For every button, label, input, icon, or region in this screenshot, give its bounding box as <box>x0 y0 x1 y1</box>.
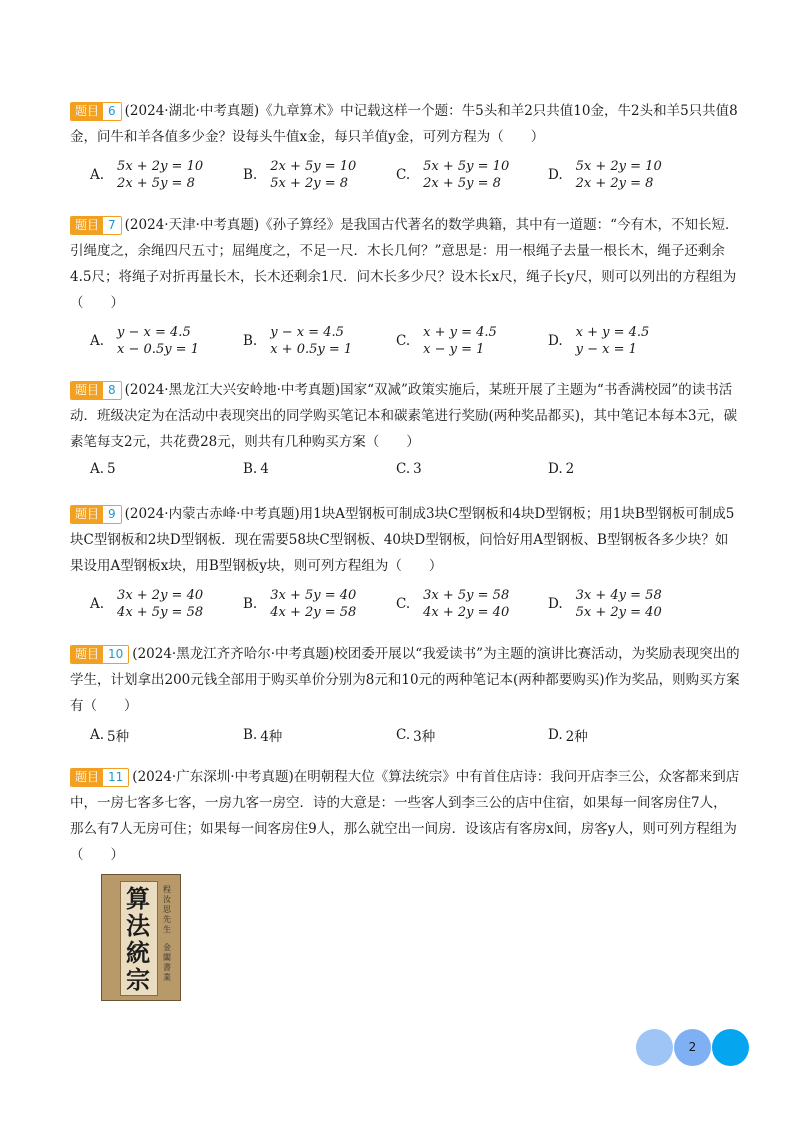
problem-tag: 题目 8 <box>70 381 122 400</box>
problem-10 <box>70 641 740 749</box>
problem-text: (2024·黑龙江齐齐哈尔·中考真题)校团委开展以“我爱读书”为主题的演讲比赛活动，为奖励表现突出的学生，计划拿出200元钱全部用于购买单价分别为8元和10元的两种笔记本(两种都要购买)作为奖品，则购买方案有（ ） <box>70 646 740 714</box>
cover-title: 算法統宗 <box>126 884 150 994</box>
option-c[interactable]: C. x + y = 4.5 x − y = 1 <box>396 325 497 357</box>
problem-7 <box>70 212 740 364</box>
option-a[interactable]: A. 5 <box>90 461 116 477</box>
option-row <box>70 158 740 198</box>
option-d[interactable]: D. 5x + 2y = 10 2x + 2y = 8 <box>548 159 662 191</box>
problem-stem <box>70 212 740 316</box>
option-d[interactable]: D. 2种 <box>548 727 588 745</box>
page-number-badge <box>636 1029 752 1066</box>
problem-tag: 题目 11 <box>70 768 129 787</box>
problem-text: (2024·广东深圳·中考真题)在明朝程大位《算法统宗》中有首住店诗：我问开店李三公，众客都来到店中，一房七客多七客，一房九客一房空．诗的大意是：一些客人到李三公的店中住宿，如果每一间客房住7人，那么有7人无房可住；如果每一间客房住9人，那么就空出一间房．设该店有客房x间，房客y人，则可列方程组为（ ） <box>70 769 740 863</box>
cover-side-text: 金闆書業 <box>163 943 171 982</box>
option-b[interactable]: B. 3x + 5y = 40 4x + 2y = 58 <box>243 588 357 620</box>
option-a[interactable]: A. 5x + 2y = 10 2x + 5y = 8 <box>90 159 204 191</box>
problem-tag: 题目 6 <box>70 102 122 121</box>
option-c[interactable]: C. 3 <box>396 461 422 477</box>
page-number: 2 <box>688 1040 697 1054</box>
option-b[interactable]: B. 4 <box>243 461 269 477</box>
option-row <box>70 324 740 364</box>
problem-8 <box>70 377 740 485</box>
option-row <box>70 725 740 749</box>
option-b[interactable]: B. y − x = 4.5 x + 0.5y = 1 <box>243 325 353 357</box>
problem-tag: 题目 10 <box>70 645 129 664</box>
problem-tag: 题目 9 <box>70 505 122 524</box>
option-b[interactable]: B. 2x + 5y = 10 5x + 2y = 8 <box>243 159 357 191</box>
option-d[interactable]: D. 2 <box>548 461 575 477</box>
problem-text: (2024·黑龙江大兴安岭地·中考真题)国家“双减”政策实施后，某班开展了主题为“书香满校园”的读书活动．班级决定为在活动中表现突出的同学购买笔记本和碳素笔进行奖励(两种奖品都买)，其中笔记本每本3元，碳素笔每支2元，共花费28元，则共有几种购买方案（ ） <box>70 382 738 450</box>
option-c[interactable]: C. 3x + 5y = 58 4x + 2y = 40 <box>396 588 510 620</box>
option-row <box>70 461 740 485</box>
cover-side-text: 程汝思先生 <box>163 885 171 934</box>
problem-stem <box>70 764 740 868</box>
problem-text: (2024·内蒙古赤峰·中考真题)用1块A型钢板可制成3块C型钢板和4块D型钢板；用1块B型钢板可制成5块C型钢板和2块D型钢板．现在需要58块C型钢板、40块D型钢板，问恰好用A型钢板、B型钢板各多少块？如果设用A型钢板x块，用B型钢板y块，则可列方程组为（ ） <box>70 506 735 574</box>
option-c[interactable]: C. 5x + 5y = 10 2x + 5y = 8 <box>396 159 510 191</box>
problem-stem <box>70 501 740 579</box>
option-a[interactable]: A. 5种 <box>90 727 130 745</box>
book-cover-image <box>101 874 181 1001</box>
option-d[interactable]: D. x + y = 4.5 y − x = 1 <box>548 325 650 357</box>
problem-text: (2024·湖北·中考真题)《九章算术》中记载这样一个题：牛5头和羊2只共值10金，牛2头和羊5只共值8金，问牛和羊各值多少金？设每头牛值x金，每只羊值y金，可列方程为（ ） <box>70 103 738 145</box>
option-a[interactable]: A. y − x = 4.5 x − 0.5y = 1 <box>90 325 199 357</box>
problem-11 <box>70 764 740 868</box>
decor-circle <box>712 1029 749 1066</box>
problem-stem <box>70 98 740 150</box>
problem-tag: 题目 7 <box>70 216 122 235</box>
problem-stem <box>70 377 740 455</box>
problem-text: (2024·天津·中考真题)《孙子算经》是我国古代著名的数学典籍，其中有一道题：“今有木，不知长短．引绳度之，余绳四尺五寸；屈绳度之，不足一尺．木长几何？”意思是：用一根绳子去量一根长木，绳子还剩余4.5尺；将绳子对折再量长木，长木还剩余1尺．问木长多少尺？设木长x尺，绳子长y尺，则可以列出的方程组为（ ） <box>70 217 739 311</box>
option-c[interactable]: C. 3种 <box>396 727 436 745</box>
problem-stem <box>70 641 740 719</box>
option-d[interactable]: D. 3x + 4y = 58 5x + 2y = 40 <box>548 588 662 620</box>
problem-9 <box>70 501 740 627</box>
problem-6 <box>70 98 740 198</box>
option-b[interactable]: B. 4种 <box>243 727 283 745</box>
decor-circle <box>636 1029 673 1066</box>
option-row <box>70 587 740 627</box>
option-a[interactable]: A. 3x + 2y = 40 4x + 5y = 58 <box>90 588 204 620</box>
